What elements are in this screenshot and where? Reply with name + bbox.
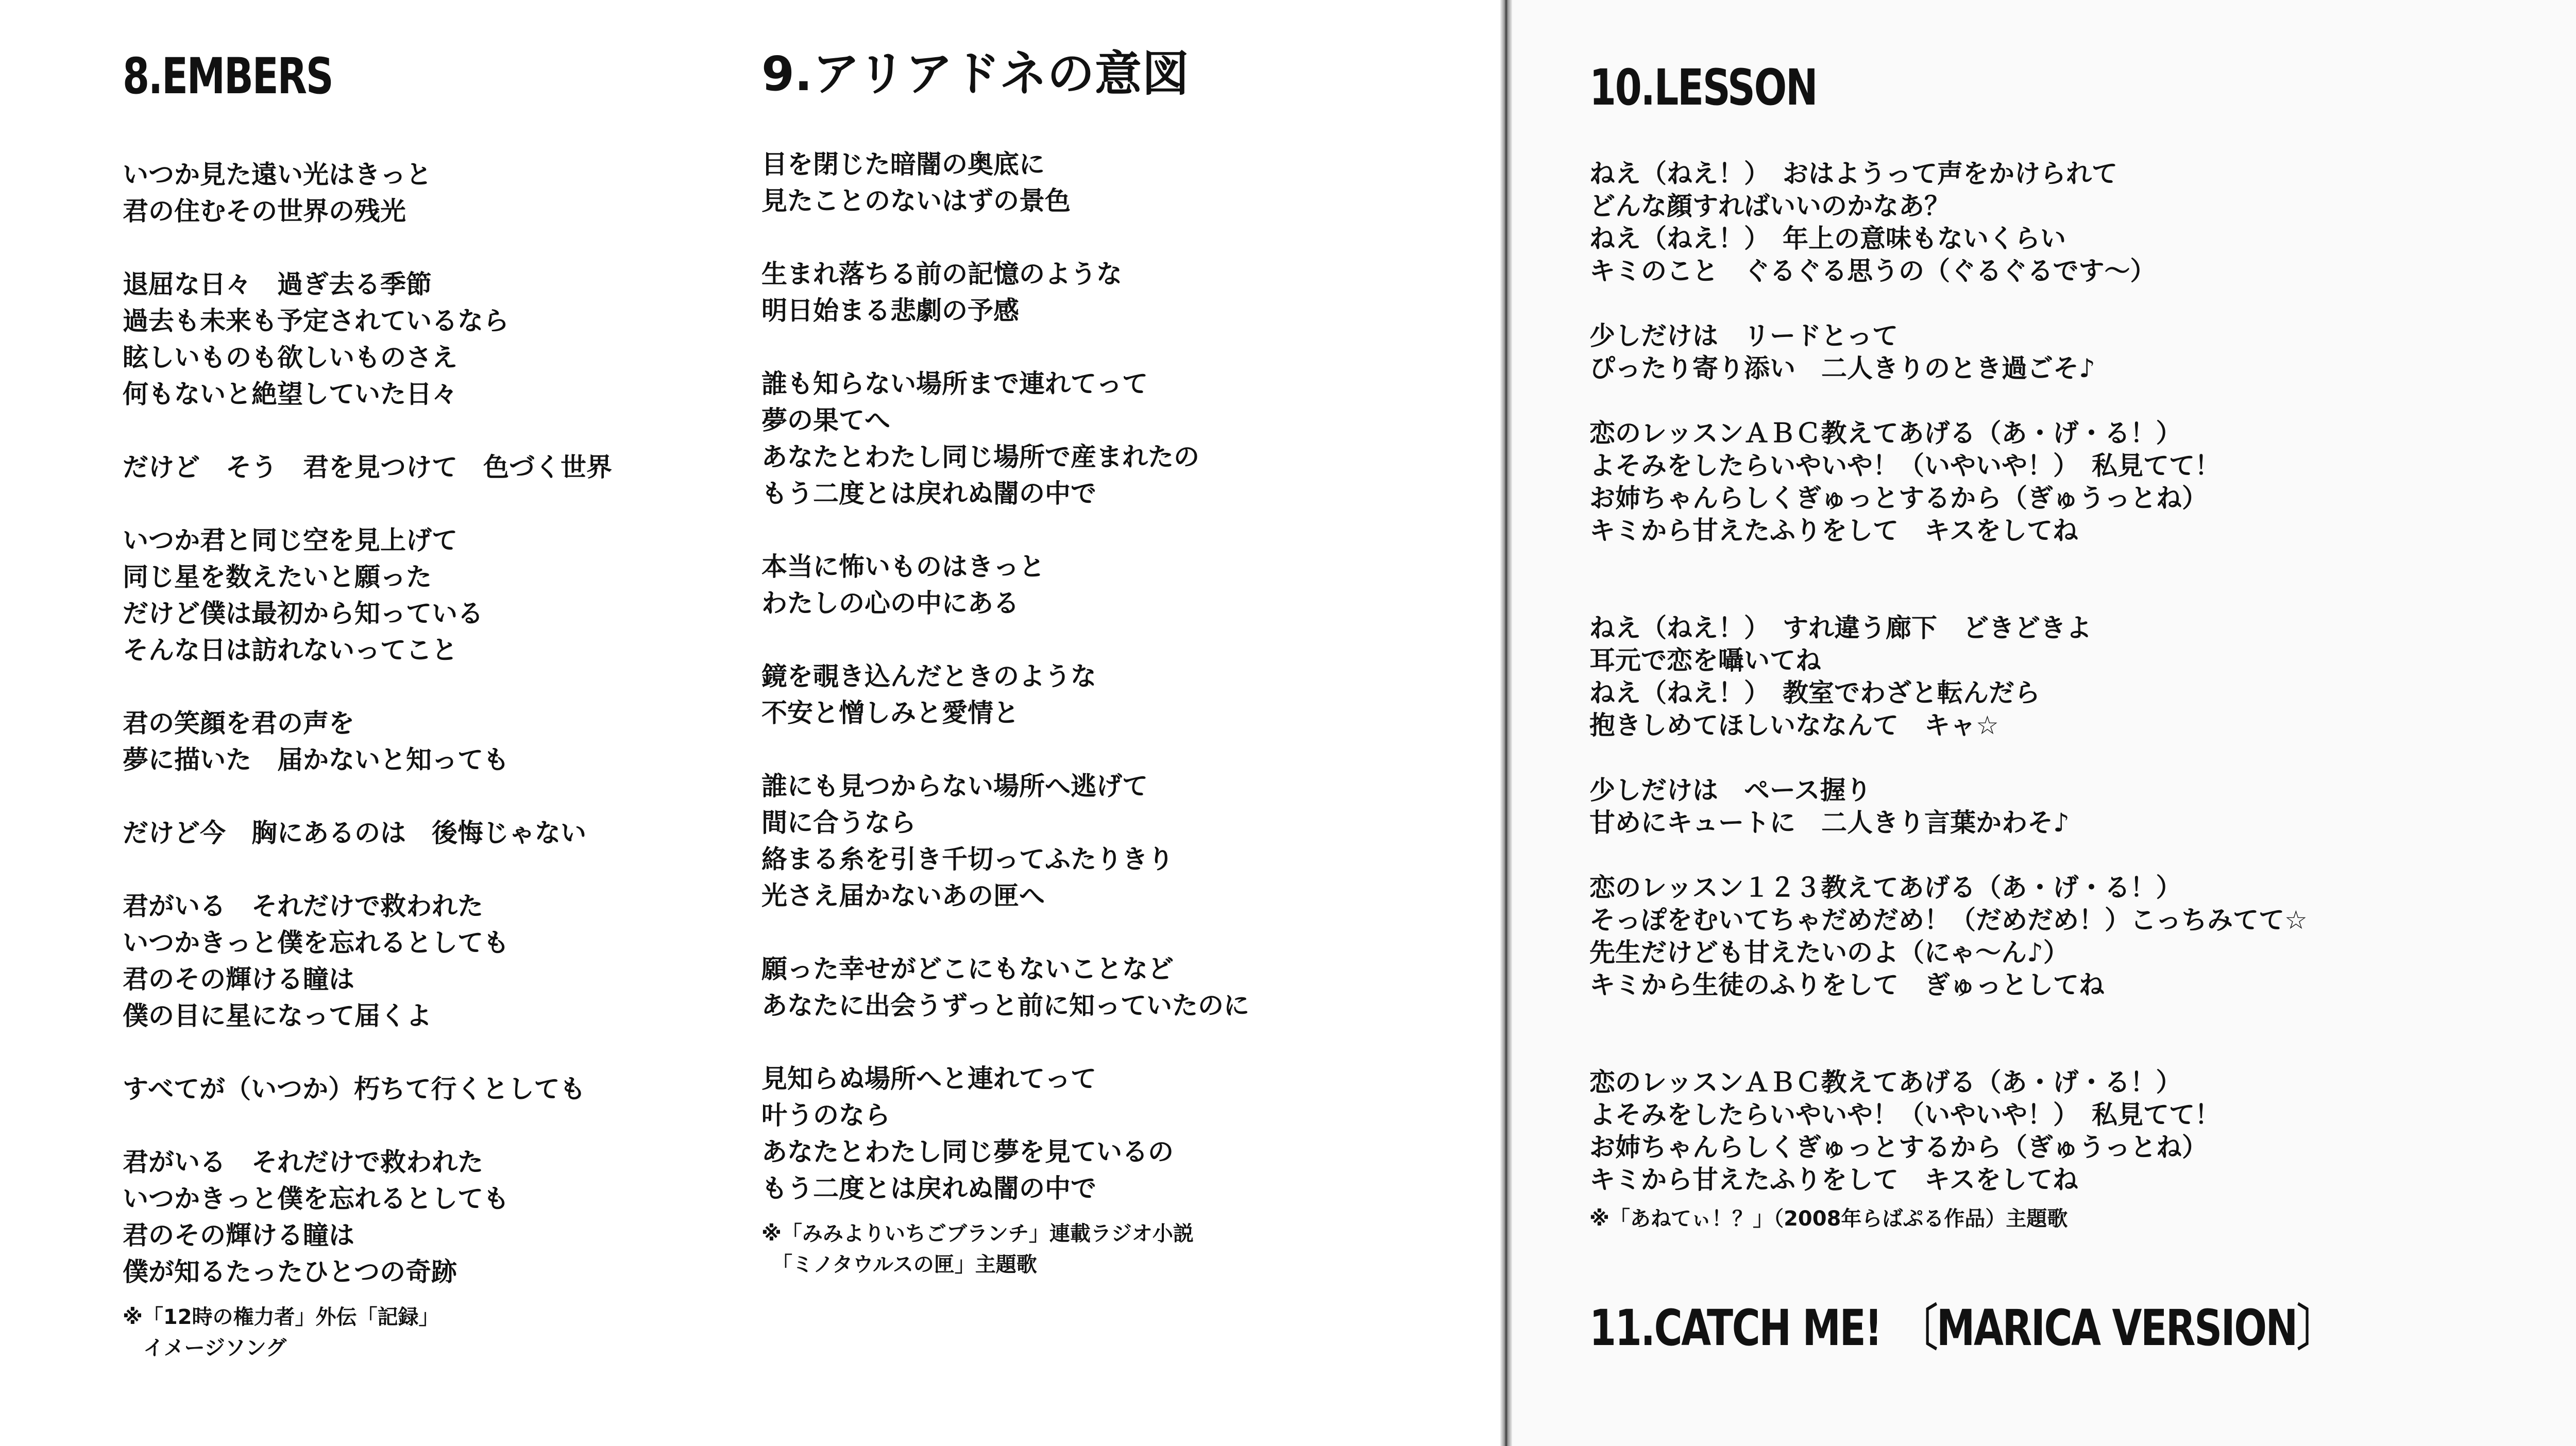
song-9-column	[761, 46, 1249, 1280]
song-11-column	[1589, 1299, 2544, 1357]
song-10-note: ※「あねてぃ！？」（2008年らばぷる作品）主題歌	[1589, 1207, 2068, 1231]
song-8-title: 8.EMBERS	[123, 47, 333, 105]
song-10-lyrics: ねえ（ねえ！） おはようって声をかけられて どんな顔すればいいのかなあ？ ねえ（ねえ！） 年上の意味もないくらい キミのこと ぐるぐる思うの（ぐるぐるです〜） 少しだけは リードとって ぴったり寄り添い 二人きりのとき過ごそ♪ 恋のレッスンＡＢＣ教えてあげる（あ・げ・る！） よそみをしたらいやいや！（いやいや！） 私見てて！ お姉ちゃんらしくぎゅっとするから（ぎゅうっとね） キミから甘えたふりをして キスをしてね ねえ（ねえ！） すれ違う廊下 どきどきよ 耳元で恋を囁いてね ねえ（ねえ！） 教室でわざと転んだら 抱きしめてほしいななんて キャ☆ 少しだけは ペース握り 甘めにキュートに 二人きり言葉かわそ♪ 恋のレッスン１２３教えてあげる（あ・げ・る！） そっぽをむいてちゃだめだめ！（だめだめ！）こっちみてて☆ 先生だけども甘えたいのよ（にゃ〜ん♪） キミから生徒のふりをして ぎゅっとしてね 恋のレッスンＡＢＣ教えてあげる（あ・げ・る！） よそみをしたらいやいや！（いやいや！） 私見てて！ お姉ちゃんらしくぎゅっとするから（ぎゅうっとね） キミから甘えたふりをして キスをしてね	[1589, 159, 2308, 1195]
song-9-title: 9.アリアドネの意図	[761, 46, 1190, 101]
song-8-lyrics: いつか見た遠い光はきっと 君の住むその世界の残光 退屈な日々 過ぎ去る季節 過去も未来も予定されているなら 眩しいものも欲しいものさえ 何もないと絶望していた日々 だけど そう 君を見つけて 色づく世界 いつか君と同じ空を見上げて 同じ星を数えたいと願った だけど僕は最初から知っている そんな日は訪れないってこと 君の笑顔を君の声を 夢に描いた 届かないと知っても だけど今 胸にあるのは 後悔じゃない 君がいる それだけで救われた いつかきっと僕を忘れるとしても 君のその輝ける瞳は 僕の目に星になって届くよ すべてが（いつか）朽ちて行くとしても 君がいる それだけで救われた いつかきっと僕を忘れるとしても 君のその輝ける瞳は 僕が知るたったひとつの奇跡	[123, 160, 612, 1287]
song-11-title: 11.CATCH ME! 〔MARICA VERSION〕	[1589, 1299, 2334, 1357]
song-10-column	[1589, 59, 2308, 1234]
song-9-note: ※「みみよりいちごブランチ」連載ラジオ小説 「ミノタウルスの匣」主題歌	[761, 1222, 1194, 1277]
song-10-title: 10.LESSON	[1589, 59, 1817, 116]
song-8-column	[123, 47, 612, 1364]
right-page	[1512, 0, 2576, 1446]
song-8-note: ※「12時の権力者」外伝「記録」 イメージソング	[123, 1305, 439, 1360]
book-spine-fold	[1500, 0, 1512, 1446]
song-9-lyrics: 目を閉じた暗闇の奥底に 見たことのないはずの景色 生まれ落ちる前の記憶のような 明日始まる悲劇の予感 誰も知らない場所まで連れてって 夢の果てへ あなたとわたし同じ場所で産まれたの もう二度とは戻れぬ闇の中で 本当に怖いものはきっと わたしの心の中にある 鏡を覗き込んだときのような 不安と憎しみと愛情と 誰にも見つからない場所へ逃げて 間に合うなら 絡まる糸を引き千切ってふたりきり 光さえ届かないあの匣へ 願った幸せがどこにもないことなど あなたに出会うずっと前に知っていたのに 見知らぬ場所へと連れてって 叶うのなら あなたとわたし同じ夢を見ているの もう二度とは戻れぬ闇の中で	[761, 149, 1249, 1203]
